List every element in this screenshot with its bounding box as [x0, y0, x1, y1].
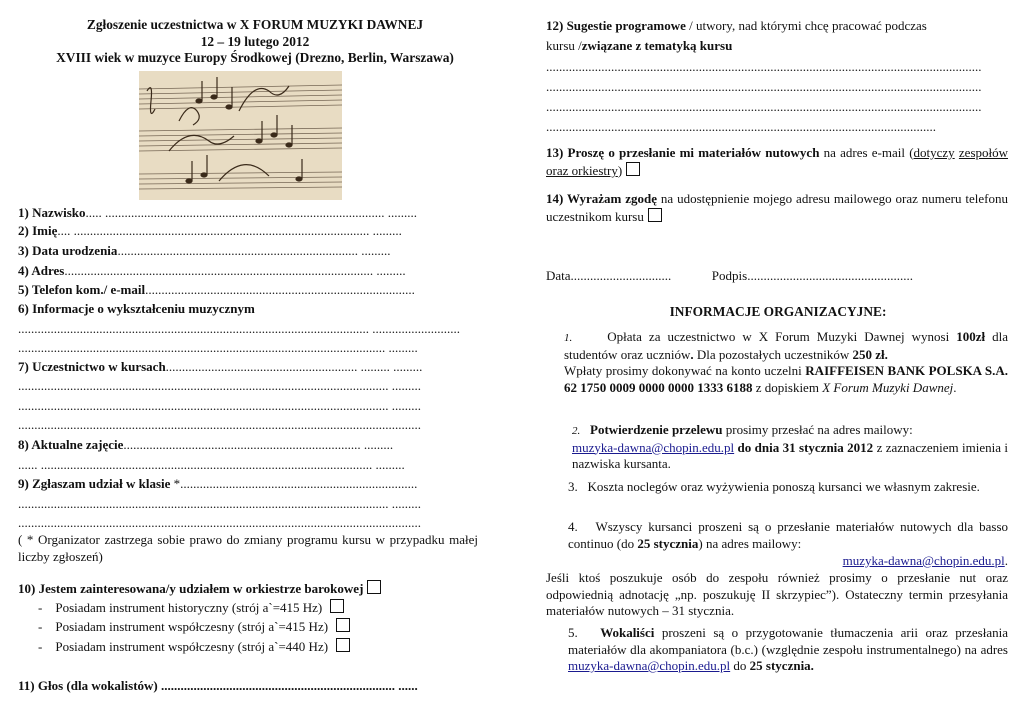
info-item-1-text-10: X Forum Muzyki Dawnej — [822, 379, 954, 395]
info-item-5 — [568, 625, 1008, 675]
info-item-2-number: 2. — [572, 425, 581, 437]
info-item-5-text-3: do — [730, 658, 750, 673]
field-courses[interactable] — [18, 359, 496, 375]
info-item-4-extra: Jeśli ktoś poszukuje osób do zespołu również prosimy o przesłanie nut oraz odpowiednią adnotację „np. poszukuję II skrzypiec”). Ostateczny termin przesyłania materiałów nutowych – 31 stycznia. — [546, 570, 1008, 618]
bullet-dash: - — [38, 600, 56, 615]
instrument-option-modern-440 — [38, 638, 350, 655]
q13-label: 13) Proszę o przesłanie mi materiałów nutowych — [546, 145, 820, 160]
field-address-label: 4) Adres — [18, 263, 65, 278]
info-column — [546, 0, 1010, 724]
q12-text-2: kursu / — [546, 38, 582, 53]
instrument-option-modern-415-text: Posiadam instrument współczesny (strój a`=415 Hz) — [55, 619, 329, 634]
info-item-1-text-3: dla studentów oraz uczniów — [564, 329, 1008, 362]
info-item-1-text-11: . — [953, 379, 957, 395]
q12-answer-line-4[interactable]: ........................................................................................................................ — [546, 119, 936, 134]
instrument-option-historical — [38, 599, 344, 616]
q12-answer-line-2[interactable]: ...................................................................................................................................... — [546, 79, 982, 94]
info-item-1-text-8: RAIFFEISEN BANK POLSKA S.A. 62 1750 0009 0000 0000 1333 6188 — [564, 363, 1008, 395]
modern-415-checkbox[interactable] — [336, 618, 350, 632]
info-item-1-text-9: z dopiskiem — [752, 379, 823, 395]
modern-440-checkbox[interactable] — [336, 638, 350, 652]
materials-request-checkbox[interactable] — [626, 162, 640, 176]
info-item-2 — [572, 422, 1008, 473]
registration-form-column — [14, 0, 496, 67]
info-item-2-text: Potwierdzenie przelewu — [590, 422, 723, 437]
orchestra-interest — [18, 580, 496, 597]
field-birth-date-label: 3) Data urodzenia — [18, 243, 118, 258]
info-item-3 — [568, 479, 1008, 496]
info-item-1-text-6: 250 zł. — [852, 346, 888, 362]
field-occupation-dots: ......................................................................... ......... — [123, 437, 394, 452]
q13-text-4: ) — [617, 163, 623, 178]
info-item-4-text-2: 25 stycznia — [637, 535, 699, 551]
field-education-label — [18, 301, 496, 317]
field-class[interactable] — [18, 476, 496, 492]
historical-instrument-checkbox[interactable] — [330, 599, 344, 613]
field-class-label: 9) Zgłaszam udział w klasie — [18, 476, 171, 491]
signature-field[interactable]: ................................................... — [747, 268, 913, 283]
info-item-3-number: 3. — [568, 479, 578, 494]
consent-checkbox[interactable] — [648, 208, 662, 222]
field-phone-email[interactable] — [18, 282, 496, 298]
info-item-4-text: Wszyscy kursanci proszeni są o przesłanie materiałów nutowych dla basso continuo (do — [568, 519, 1009, 551]
field-voice-dots: ........................................................................ ...... — [157, 678, 418, 693]
field-occupation[interactable] — [18, 437, 496, 453]
field-first-name-dots: .... ........................................................................................... ......... — [57, 223, 402, 238]
info-item-3-text: Koszta noclegów oraz wyżywienia ponoszą kursanci we własnym zakresie. — [587, 479, 980, 494]
info-title: INFORMACJE ORGANIZACYJNE: — [669, 304, 887, 319]
instrument-option-modern-440-text: Posiadam instrument współczesny (strój a`=440 Hz) — [55, 639, 329, 654]
info-item-5-text-2: proszeni są o przygotowanie tłumaczenia arii oraz przesłania materiałów dla akompaniatora (b.c.) (względnie zespołu instrumentalnego) na adres — [568, 625, 1008, 657]
music-manuscript-image — [139, 71, 342, 200]
field-class-line-2[interactable]: .................................................................................................................. ......... — [18, 496, 421, 511]
field-first-name[interactable] — [18, 223, 496, 239]
field-surname-label: 1) Nazwisko — [18, 205, 86, 220]
info-item-2-text-4: z zaznaczeniem imienia i nazwiska kursanta. — [572, 439, 1008, 471]
info-item-4 — [568, 519, 1008, 552]
info-item-1-text-4: . — [690, 346, 694, 362]
field-address[interactable] — [18, 263, 496, 279]
field-voice-label: 11) Głos (dla wokalistów) — [18, 678, 158, 693]
email-link-basso-continuo[interactable]: muzyka-dawna@chopin.edu.pl — [842, 553, 1005, 568]
q12-line-1 — [546, 18, 1010, 35]
header-dates: 12 – 19 lutego 2012 — [200, 33, 310, 49]
orchestra-interest-label: 10) Jestem zainteresowana/y udziałem w orkiestrze barokowej — [18, 581, 364, 596]
q12-answer-line-3[interactable]: ...................................................................................................................................... — [546, 99, 982, 114]
field-courses-line-4[interactable]: ............................................................................................................................ — [18, 417, 421, 432]
field-occupation-line-2[interactable]: ...... ...................................................................................................... ......... — [18, 457, 405, 472]
info-item-1-text: Opłata za uczestnictwo w X Forum Muzyki Dawnej wynosi — [607, 329, 957, 344]
q13-text: na adres e-mail ( — [819, 145, 914, 160]
field-phone-email-label: 5) Telefon kom./ e-mail — [18, 282, 146, 297]
field-education-line-1[interactable]: ............................................................................................................ ........................... — [18, 321, 460, 336]
field-class-line-3[interactable]: ............................................................................................................................ — [18, 515, 421, 530]
email-link-payment[interactable]: muzyka-dawna@chopin.edu.pl — [572, 439, 735, 455]
info-item-1 — [564, 329, 1008, 396]
date-label: Data — [546, 268, 571, 283]
q14-label: 14) Wyrażam zgodę — [546, 191, 658, 206]
q12-answer-line-1[interactable]: ...................................................................................................................................... — [546, 59, 982, 74]
field-education-line-2[interactable]: ................................................................................................................. ......... — [18, 340, 418, 355]
info-item-1-number: 1. — [564, 332, 573, 344]
q12-text-3: związane z tematyką kursu — [581, 38, 733, 53]
info-item-4-email-row — [546, 553, 1008, 570]
field-occupation-label: 8) Aktualne zajęcie — [18, 437, 124, 452]
signature-row — [546, 268, 1010, 285]
field-courses-line-3[interactable]: .................................................................................................................. ......... — [18, 398, 421, 413]
field-first-name-label: 2) Imię — [18, 223, 58, 238]
field-birth-date[interactable] — [18, 243, 496, 259]
form-header — [14, 17, 496, 67]
q14-consent — [546, 190, 1008, 226]
q13-text-2: dotyczy — [913, 145, 955, 160]
field-surname-dots: ..... ...................................................................................... ......... — [85, 205, 418, 220]
field-address-dots: ............................................................................................... ......... — [64, 263, 406, 278]
header-title: Zgłoszenie uczestnictwa w X FORUM MUZYKI DAWNEJ — [86, 17, 424, 32]
info-item-1-text-7: Wpłaty prosimy dokonywać na konto uczelni — [564, 363, 806, 378]
field-voice[interactable] — [18, 678, 496, 694]
field-surname[interactable] — [18, 205, 496, 221]
organizer-note: ( * Organizator zastrzega sobie prawo do zmiany programu kursu w przypadku małej liczby zgłoszeń) — [18, 532, 478, 564]
info-item-4-text-3: ) na adres mailowy: — [698, 535, 802, 551]
date-field[interactable]: ............................... — [570, 268, 672, 283]
field-education-label-text: 6) Informacje o wykształceniu muzycznym — [18, 301, 255, 316]
info-item-5-text: Wokaliści — [600, 625, 655, 640]
q12-label: 12) Sugestie programowe — [546, 18, 686, 33]
instrument-option-historical-text: Posiadam instrument historyczny (strój a`=415 Hz) — [55, 600, 323, 615]
email-link-vocalists[interactable]: muzyka-dawna@chopin.edu.pl — [568, 658, 731, 673]
field-class-dots: *......................................................................... — [170, 476, 418, 491]
info-item-5-text-4: 25 stycznia. — [749, 658, 814, 673]
field-phone-email-dots: ................................................................................... — [145, 282, 415, 297]
info-item-2-text-3: do dnia 31 stycznia 2012 — [734, 439, 874, 455]
info-item-4-number: 4. — [568, 519, 578, 534]
info-item-4-email-row-text: . — [1004, 553, 1008, 568]
q13-text-3: zespołów oraz orkiestry — [546, 145, 1009, 178]
bullet-dash: - — [38, 619, 56, 634]
orchestra-checkbox[interactable] — [367, 580, 381, 594]
bullet-dash: - — [38, 639, 56, 654]
info-item-1-text-5: Dla pozostałych uczestników — [693, 346, 853, 362]
q14-text: na udostępnienie mojego adresu mailowego oraz numeru telefonu uczestnikom kursu — [546, 191, 1008, 224]
info-item-1-text-2: 100zł — [956, 329, 986, 344]
q12-line-2 — [546, 38, 1010, 55]
signature-label: Podpis — [711, 268, 748, 283]
field-courses-label: 7) Uczestnictwo w kursach — [18, 359, 166, 374]
q13-materials-request — [546, 144, 1008, 180]
header-subtitle: XVIII wiek w muzyce Europy Środkowej (Drezno, Berlin, Warszawa) — [56, 50, 454, 65]
field-birth-date-dots: .......................................................................... ......... — [117, 243, 391, 258]
field-courses-dots: ........................................................... ......... ......... — [165, 359, 423, 374]
field-courses-line-2[interactable]: .................................................................................................................. ......... — [18, 378, 421, 393]
info-item-5-number: 5. — [568, 625, 578, 640]
instrument-option-modern-415 — [38, 618, 350, 635]
info-item-2-text-2: prosimy przesłać na adres mailowy: — [722, 422, 913, 437]
q12-text: / utwory, nad którymi chcę pracować podczas — [685, 18, 927, 33]
